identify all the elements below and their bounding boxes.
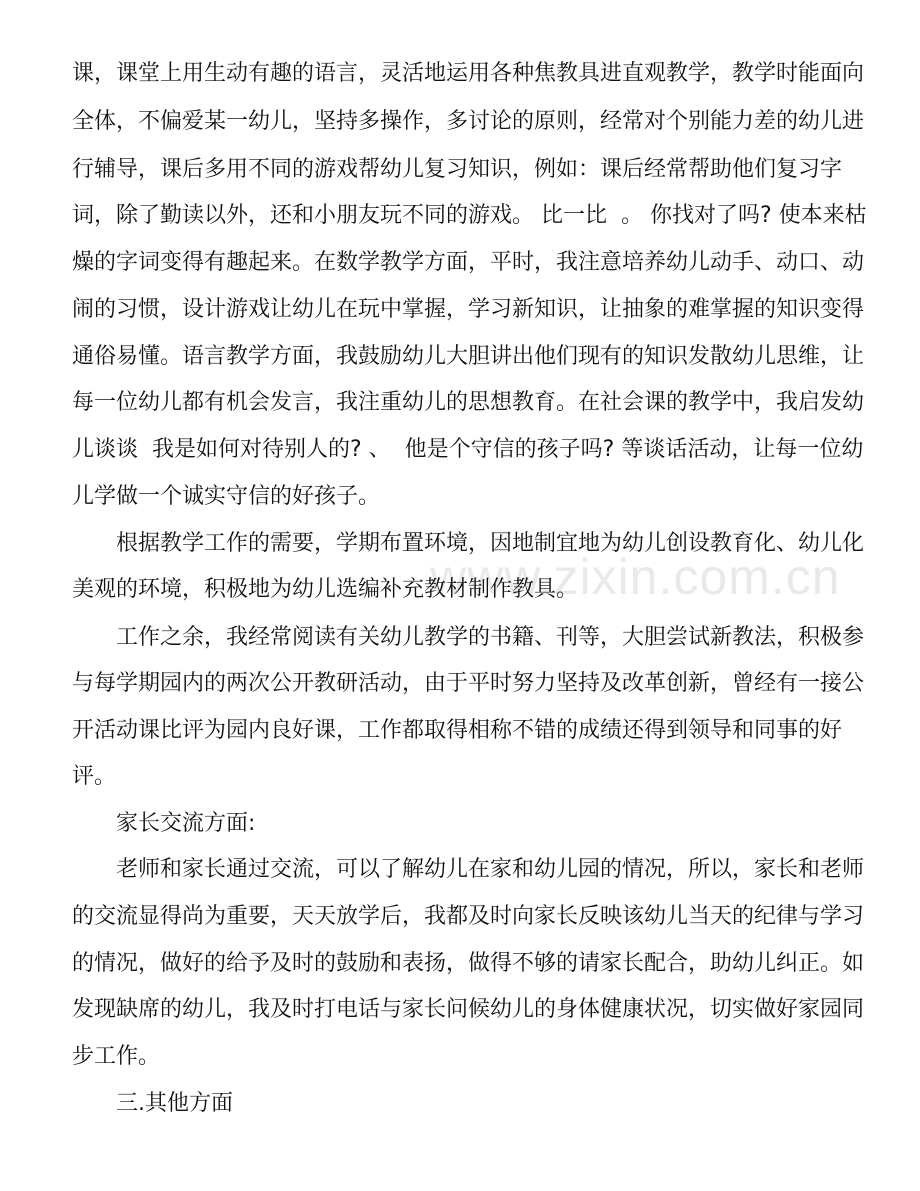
- section-heading: 三.其他方面: [116, 1091, 233, 1116]
- text-line: 通俗易懂。语言教学方面，我鼓励幼儿大胆讲出他们现有的知识发散幼儿思维，让: [72, 344, 865, 369]
- text-line: 每一位幼儿都有机会发言，我注重幼儿的思想教育。在社会课的教学中，我启发幼: [72, 390, 865, 415]
- text-line: 步工作。: [72, 1044, 161, 1069]
- text-line: 全体，不偏爱某一幼儿，坚持多操作，多讨论的原则，经常对个别能力差的幼儿进: [72, 109, 865, 134]
- paragraph-first-line: 工作之余，我经常阅读有关幼儿教学的书籍、刊等，大胆尝试新教法，积极参: [116, 625, 865, 650]
- text-line: 与每学期园内的两次公开教研活动，由于平时努力坚持及改革创新，曾经有一接公: [72, 671, 865, 696]
- text-line: 词，除了勤读以外，还和小朋友玩不同的游戏。 比一比 。 你找对了吗? 使本来枯: [72, 203, 867, 228]
- text-line: 的交流显得尚为重要，天天放学后，我都及时向家长反映该幼儿当天的纪律与学习: [72, 904, 865, 929]
- paragraph-first-line: 老师和家长通过交流，可以了解幼儿在家和幼儿园的情况，所以，家长和老师: [116, 857, 865, 882]
- text-line: 闹的习惯，设计游戏让幼儿在玩中掌握，学习新知识，让抽象的难掌握的知识变得: [72, 297, 865, 322]
- text-line: 评。: [72, 764, 117, 789]
- text-line: 燥的字词变得有趣起来。在数学教学方面，平时，我注意培养幼儿动手、动口、动: [72, 250, 865, 275]
- text-line: 的情况，做好的给予及时的鼓励和表扬，做得不够的请家长配合，助幼儿纠正。如: [72, 951, 865, 976]
- paragraph-first-line: 根据教学工作的需要，学期布置环境，因地制宜地为幼儿创设教育化、幼儿化: [116, 531, 865, 556]
- text-line: 美观的环境，积极地为幼儿选编补充教材制作教具。: [72, 577, 579, 602]
- text-line: 发现缺席的幼儿，我及时打电话与家长问候幼儿的身体健康状况，切实做好家园同: [72, 997, 865, 1022]
- text-line: 儿学做一个诚实守信的好孩子。: [72, 484, 381, 509]
- text-line: 行辅导，课后多用不同的游戏帮幼儿复习知识，例如：课后经常帮助他们复习字: [72, 157, 843, 182]
- text-line: 课，课堂上用生动有趣的语言，灵活地运用各种焦教具进直观教学，教学时能面向: [72, 61, 865, 86]
- section-heading: 家长交流方面:: [116, 811, 256, 836]
- watermark: www.zixin.com.cn: [430, 549, 841, 605]
- text-line: 开活动课比评为园内良好课，工作都取得相称不错的成绩还得到领导和同事的好: [72, 718, 843, 743]
- text-line: 儿谈谈 我是如何对待别人的? 、 他是个守信的孩子吗? 等谈话活动，让每一位幼: [72, 437, 864, 462]
